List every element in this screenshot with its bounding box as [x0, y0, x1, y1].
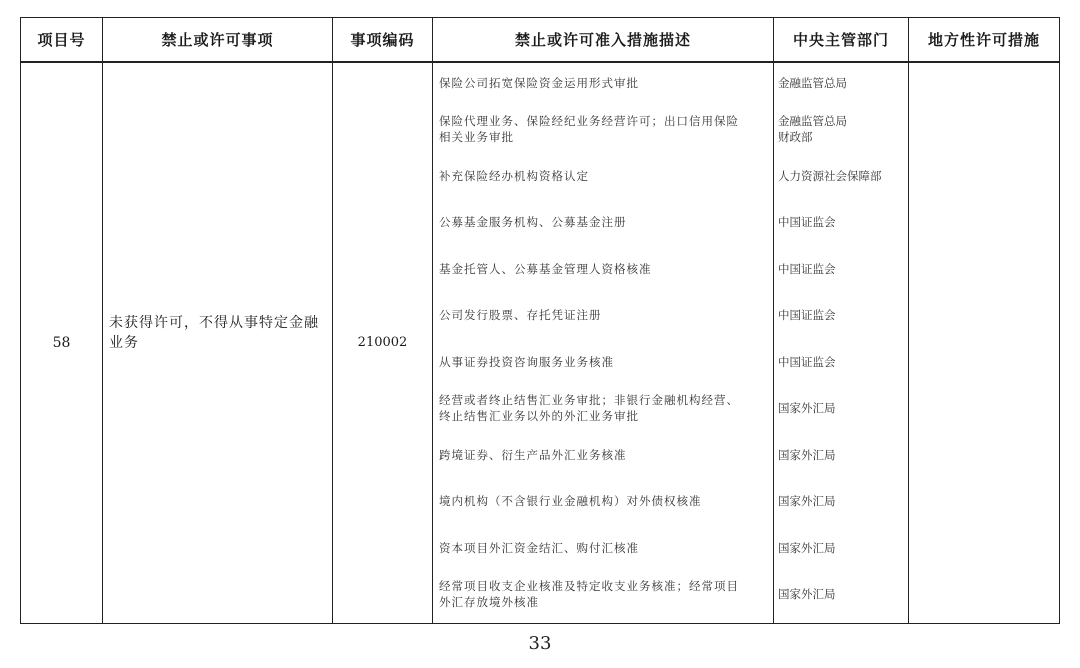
header-row: [21, 18, 1060, 62]
item-number-cell: 58: [21, 62, 103, 624]
page-number: 33: [528, 633, 552, 654]
measure-text: 公募基金服务机构、公募基金注册: [439, 215, 627, 229]
header-item-code: 事项编码: [333, 18, 433, 62]
department-text: 中国证监会: [778, 215, 836, 229]
measure-text: 补充保险经办机构资格认定: [439, 168, 589, 183]
measure-text: 保险代理业务、保险经纪业务经营许可；出口信用保险: [439, 114, 739, 128]
measure-text: 经常项目收支企业核准及特定收支业务核准；经常项目: [439, 579, 739, 593]
department-text: 国家外汇局: [778, 494, 836, 508]
table-row: [21, 62, 1060, 624]
item-name-cell: 未获得许可，不得从事特定金融业务: [103, 62, 333, 624]
header-local-measures: 地方性许可措施: [909, 18, 1060, 62]
department-text: 金融监管总局: [778, 75, 847, 90]
measure-text: 公司发行股票、存托凭证注册: [439, 308, 602, 322]
header-item-number: 项目号: [21, 18, 103, 62]
department-text: 国家外汇局: [778, 447, 836, 462]
measure-text: 资本项目外汇资金结汇、购付汇核准: [439, 540, 639, 555]
department-text: 金融监管总局: [778, 114, 847, 128]
header-item-name: 禁止或许可事项: [103, 18, 333, 62]
department-text: 国家外汇局: [778, 401, 836, 415]
measures-list: [433, 63, 773, 623]
measure-text: 保险公司拓宽保险资金运用形式审批: [439, 75, 639, 90]
local-measures-cell: [909, 62, 1060, 624]
department-text: 财政部: [778, 130, 813, 144]
department-text: 国家外汇局: [778, 587, 836, 601]
header-central-department: 中央主管部门: [774, 18, 909, 62]
measure-text: 从事证券投资咨询服务业务核准: [439, 354, 614, 369]
department-cell: [774, 62, 909, 624]
measure-text: 相关业务审批: [439, 130, 514, 144]
header-measures: 禁止或许可准入措施描述: [433, 18, 774, 62]
measure-text: 境内机构（不含银行业金融机构）对外债权核准: [439, 494, 702, 508]
regulation-table: [20, 17, 1060, 624]
measure-text: 基金托管人、公募基金管理人资格核准: [439, 261, 652, 276]
item-code-cell: 210002: [333, 62, 433, 624]
measure-text: 外汇存放境外核准: [439, 595, 539, 609]
department-text: 中国证监会: [778, 261, 836, 276]
department-text: 中国证监会: [778, 354, 836, 369]
measure-text: 经营或者终止结售汇业务审批；非银行金融机构经营、: [439, 393, 739, 407]
measure-text: 终止结售汇业务以外的外汇业务审批: [439, 409, 639, 423]
measures-cell: [433, 62, 774, 624]
measure-text: 跨境证券、衍生产品外汇业务核准: [439, 447, 627, 462]
department-text: 中国证监会: [778, 308, 836, 322]
department-text: 国家外汇局: [778, 540, 836, 555]
department-text: 人力资源社会保障部: [778, 168, 882, 183]
department-list: [774, 63, 908, 623]
